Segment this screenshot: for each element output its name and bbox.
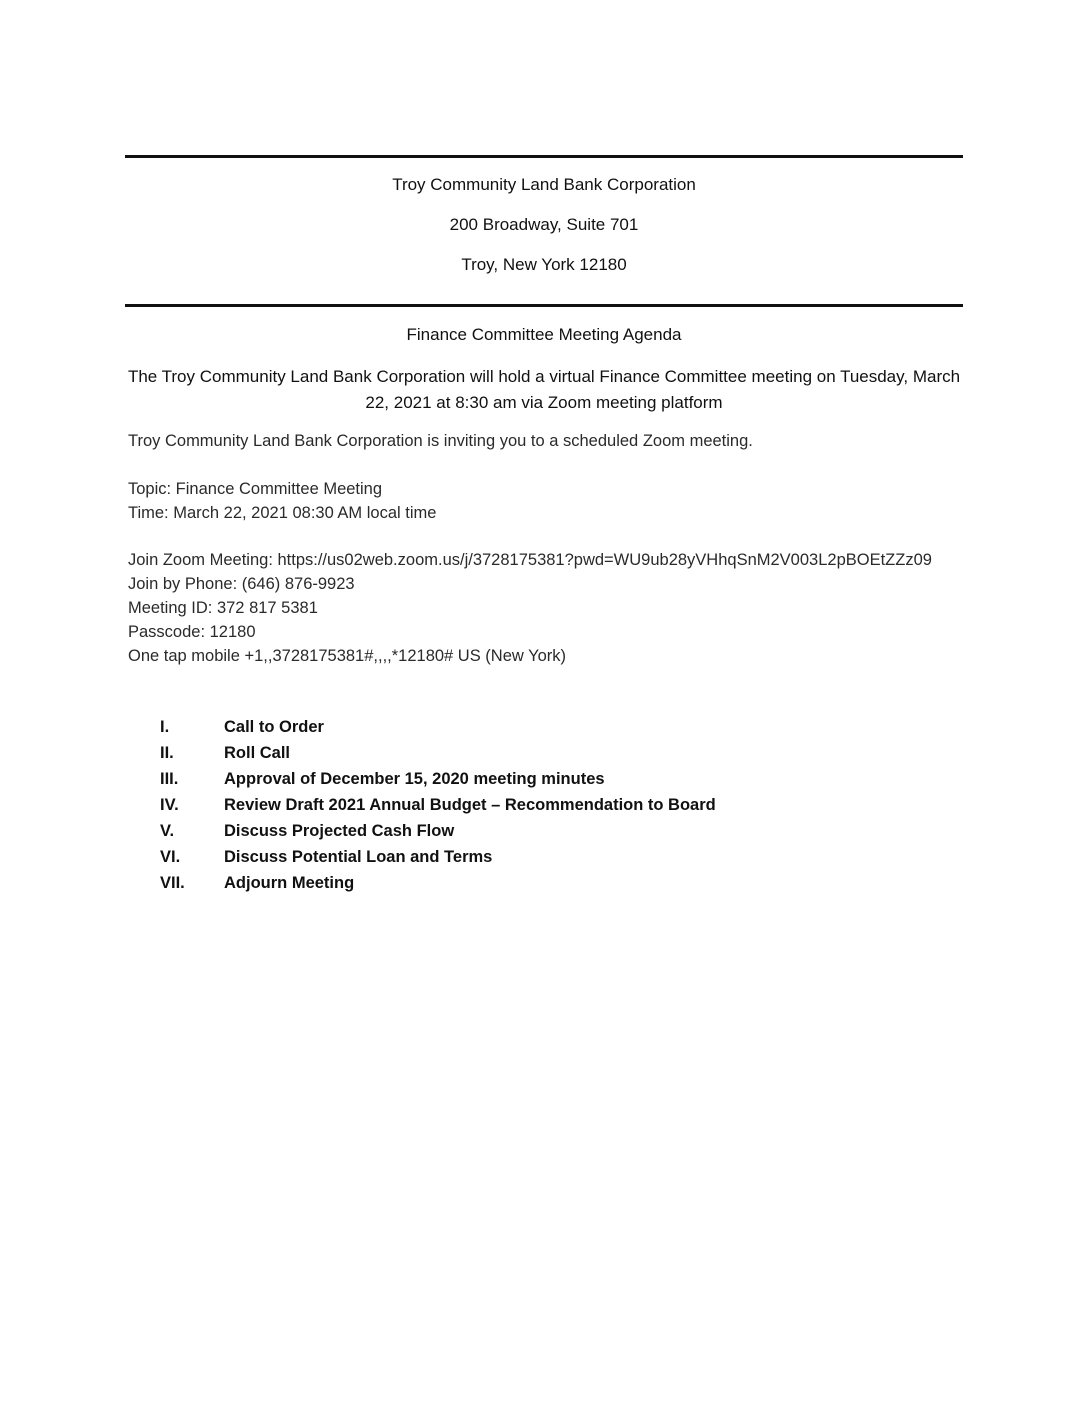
agenda-item-number: IV. [160, 796, 179, 814]
agenda-item-text: Discuss Potential Loan and Terms [224, 848, 493, 866]
invite-intro [128, 429, 1068, 453]
join-by-phone: Join by Phone: (646) 876-9923 [128, 575, 355, 593]
invite-intro-text: Troy Community Land Bank Corporation is inviting you to a scheduled Zoom meeting. [128, 432, 753, 450]
city-line: Troy, New York 12180 [461, 255, 627, 274]
invite-topic-block [128, 477, 1068, 525]
agenda-item-text: Approval of December 15, 2020 meeting minutes [224, 770, 605, 788]
agenda-item-number: III. [160, 770, 179, 788]
top-horizontal-rule [125, 155, 963, 158]
one-tap-mobile: One tap mobile +1,,3728175381#,,,,*12180# US (New York) [128, 647, 567, 665]
meeting-id: Meeting ID: 372 817 5381 [128, 599, 318, 617]
agenda-item-text: Adjourn Meeting [224, 874, 355, 892]
meeting-notice: The Troy Community Land Bank Corporation will hold a virtual Finance Committee meeting on Tuesday, March 22, 2021 at 8:30 am via Zoom meeting platform [127, 367, 961, 412]
agenda-title: Finance Committee Meeting Agenda [406, 325, 682, 344]
org-name: Troy Community Land Bank Corporation [392, 175, 696, 194]
agenda-item-text: Roll Call [224, 744, 291, 762]
passcode: Passcode: 12180 [128, 623, 256, 641]
middle-horizontal-rule [125, 304, 963, 307]
agenda-item-number: VI. [160, 848, 181, 866]
agenda-item-text: Review Draft 2021 Annual Budget – Recommendation to Board [224, 796, 716, 814]
agenda-item-number: VII. [160, 874, 185, 892]
agenda-item-number: V. [160, 822, 175, 840]
invite-topic: Topic: Finance Committee Meeting [128, 480, 383, 498]
agenda-item-number: I. [160, 718, 170, 736]
agenda-item-text: Call to Order [224, 718, 324, 736]
invite-time: Time: March 22, 2021 08:30 AM local time [128, 504, 437, 522]
join-zoom-link[interactable]: Join Zoom Meeting: https://us02web.zoom.us/j/3728175381?pwd=WU9ub28yVHhqSnM2V003L2pBOEtZZz09 [128, 551, 932, 569]
agenda-item-text: Discuss Projected Cash Flow [224, 822, 455, 840]
address-line: 200 Broadway, Suite 701 [449, 215, 639, 234]
invite-join-block [128, 548, 1068, 668]
agenda-item-number: II. [160, 744, 174, 762]
